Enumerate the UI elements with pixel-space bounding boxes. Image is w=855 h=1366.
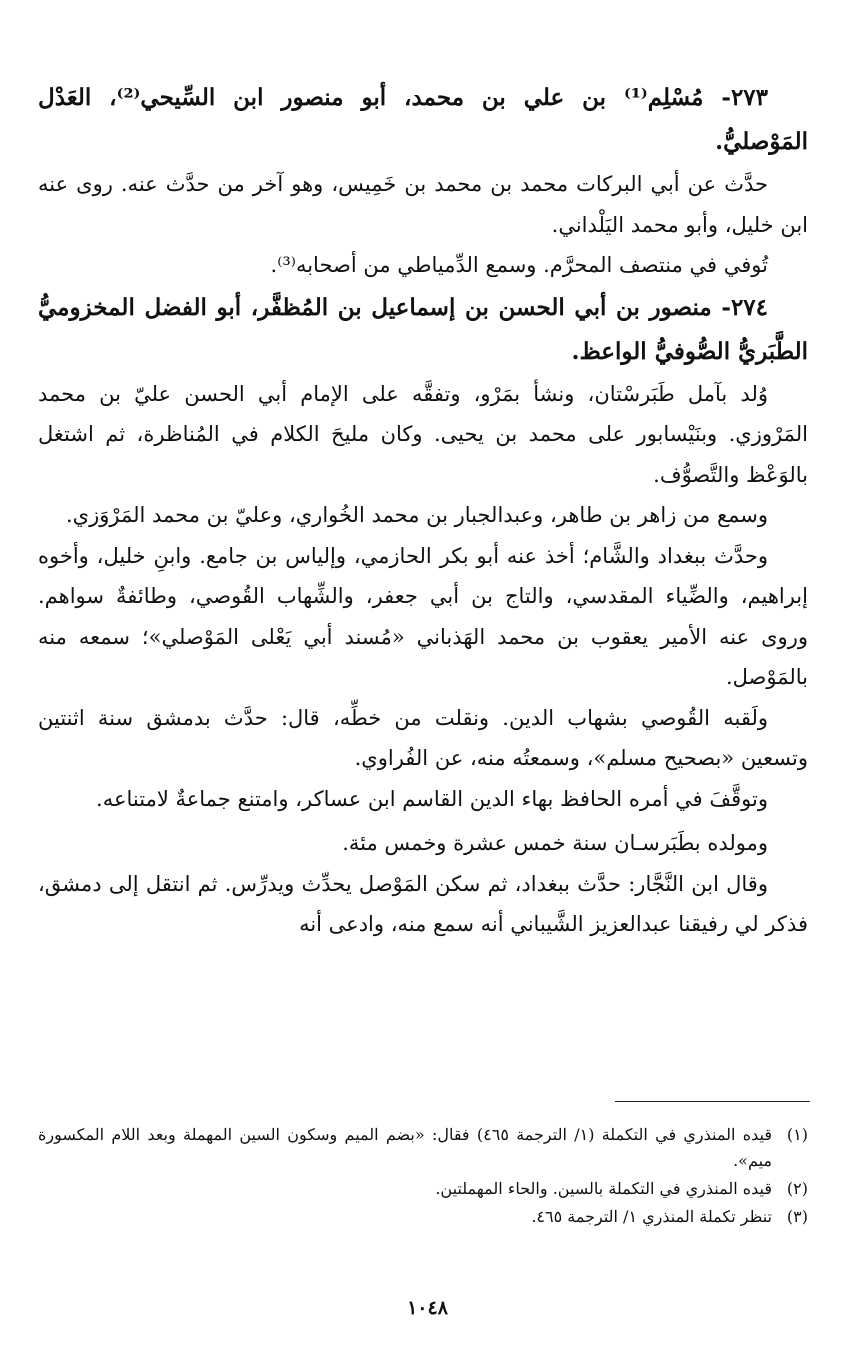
footnotes [38, 1122, 808, 1232]
entry-274-paragraph: وقال ابن النَّجَّار: حدَّث ببغداد، ثم سكن المَوْصل يحدِّث ويدرِّس. ثم انتقل إلى دمشق، فذكر لي رفيقنا عبدالعزيز الشَّيباني أنه سمع منه، وادعى أنه [38, 871, 808, 936]
entry-274-paragraph: وتوقَّفَ في أمره الحافظ بهاء الدين القاسم ابن عساكر، وامتنع جماعةٌ لامتناعه. [96, 786, 768, 811]
footnote-text: تنظر تكملة المنذري ١/ الترجمة ٤٦٥. [531, 1207, 772, 1226]
entry-heading-274: ٢٧٤- منصور بن أبي الحسن بن إسماعيل بن المُظفَّر، أبو الفضل المخزوميُّ الطَّبَريُّ الصُّوفيُّ الواعظ. [38, 293, 808, 365]
entry-274-paragraph: ولَقبه القُوصي بشهاب الدين. ونقلت من خطِّه، قال: حدَّث بدمشق سنة اثنتين وتسعين «بصحيح مسلم»، وسمعتُه منه، عن الفُراوي. [38, 705, 808, 770]
main-text [38, 76, 808, 945]
footnote-number: (١) [786, 1125, 808, 1144]
footnote-text: قيده المنذري في التكملة بالسين. والحاء المهملتين. [435, 1179, 772, 1198]
footnote-separator [615, 1101, 810, 1102]
entry-274-paragraph: وُلد بآمل طَبَرسْتان، ونشأ بمَرْو، وتفقَّه على الإمام أبي الحسن عليّ بن محمد المَرْوزي. وبنَيْسابور على محمد بن يحيى. وكان مليحَ الكلام في المُناظرة، ثم اشتغل بالوَعْظ والتَّصوُّف. [38, 381, 808, 487]
footnote [38, 1204, 808, 1230]
footnote-number: (٣) [786, 1207, 808, 1226]
entry-heading-273: ٢٧٣- مُسْلِم⁽¹⁾ بن علي بن محمد، أبو منصور ابن السِّيحي⁽²⁾، العَدْل المَوْصليُّ. [38, 84, 808, 155]
footnote [38, 1176, 808, 1202]
footnote-number: (٢) [786, 1179, 808, 1198]
page-number: ١٠٤٨ [407, 1297, 448, 1319]
entry-274-paragraph: وحدَّث ببغداد والشَّام؛ أخذ عنه أبو بكر الحازمي، وإلياس بن جامع. وابنِ خليل، وأخوه إبراهيم، والضِّياء المقدسي، والتاج بن أبي جعفر، والشِّهاب القُوصي، وطائفةٌ سواهم. وروى عنه الأمير يعقوب بن محمد الهَذباني «مُسند أبي يَعْلى المَوْصلي»؛ سمعه منه بالمَوْصل. [38, 543, 808, 689]
entry-274-paragraph: ومولده بطَبَرسـان سنة خمس عشرة وخمس مئة. [342, 831, 768, 855]
entry-273-paragraph: حدَّث عن أبي البركات محمد بن محمد بن خَمِيس، وهو آخر من حدَّث عنه. روى عنه ابن خليل، وأبو محمد اليَلْداني. [38, 172, 808, 237]
footnote [38, 1122, 808, 1174]
entry-273-paragraph: تُوفي في منتصف المحرَّم. وسمع الدِّمياطي من أصحابه⁽³⁾. [270, 253, 768, 277]
entry-274-paragraph: وسمع من زاهر بن طاهر، وعبدالجبار بن محمد الخُواري، وعليّ بن محمد المَرْوَزي. [65, 503, 768, 527]
footnote-text: قيده المنذري في التكملة (١/ الترجمة ٤٦٥) فقال: «بضم الميم وسكون السين المهملة وبعد اللام المكسورة ميم». [38, 1125, 773, 1170]
